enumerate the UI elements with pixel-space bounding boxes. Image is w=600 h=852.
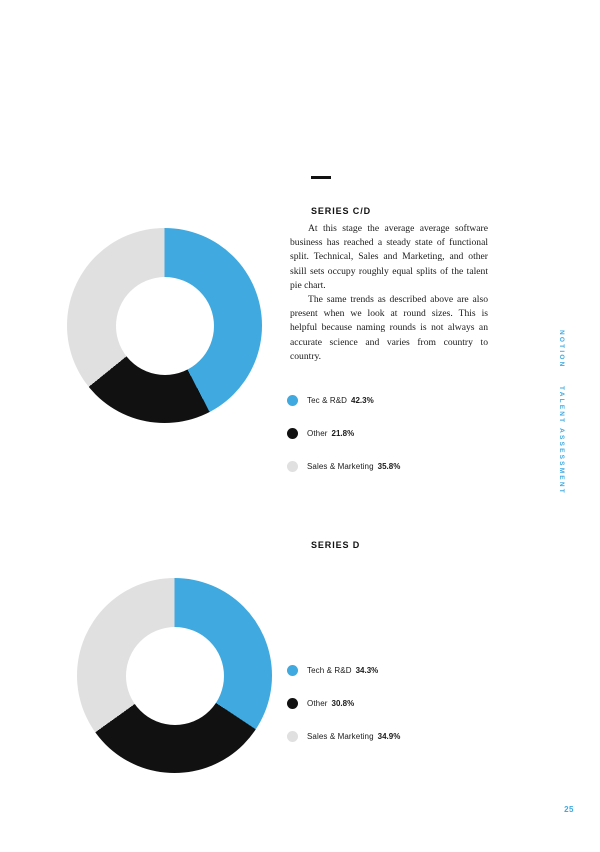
- legend-label: Other: [307, 429, 328, 438]
- legend-swatch-icon: [287, 731, 298, 742]
- legend-value: 35.8%: [377, 462, 401, 471]
- legend-label: Sales & Marketing: [307, 462, 374, 471]
- legend-swatch-icon: [287, 395, 298, 406]
- legend-value: 42.3%: [351, 396, 374, 405]
- legend-swatch-icon: [287, 665, 298, 676]
- legend-value: 30.8%: [331, 699, 355, 708]
- series-d-heading: SERIES D: [311, 540, 361, 550]
- legend-label: Sales & Marketing: [307, 732, 374, 741]
- legend-item: [287, 428, 400, 439]
- legend-label: Other: [307, 699, 328, 708]
- side-rail: [558, 330, 574, 495]
- legend-item: [287, 731, 400, 742]
- legend-value: 21.8%: [331, 429, 355, 438]
- series-cd-paragraph-2: The same trends as described above are also present when we look at round sizes. This is helpful because naming rounds is not always an accurate science and varies from country to country.: [290, 294, 488, 362]
- legend-value: 34.3%: [355, 666, 379, 675]
- section-divider-rule: [311, 176, 331, 179]
- series-cd-body-text: [290, 222, 488, 364]
- legend-label: Tec & R&D: [307, 396, 348, 405]
- legend-swatch-icon: [287, 461, 298, 472]
- series-d-legend: [287, 665, 400, 742]
- series-d-donut-chart: [77, 578, 272, 773]
- legend-label: Tech & R&D: [307, 666, 352, 675]
- legend-swatch-icon: [287, 428, 298, 439]
- donut-hole: [116, 277, 214, 375]
- series-cd-donut-chart: [67, 228, 262, 423]
- legend-item: [287, 698, 400, 709]
- series-cd-paragraph-1: At this stage the average average software business has reached a steady state of functional split. Technical, Sales and Marketing, and other skill sets occupy roughly equal splits of the talent pie chart.: [290, 223, 488, 291]
- legend-value: 34.9%: [377, 732, 401, 741]
- legend-item: [287, 665, 400, 676]
- page-number: 25: [564, 805, 574, 814]
- rail-label-section: TALENT ASSESSMENT: [558, 386, 565, 496]
- rail-label-brand: NOTION: [558, 330, 565, 369]
- legend-item: [287, 395, 400, 406]
- legend-item: [287, 461, 400, 472]
- series-cd-legend: [287, 395, 400, 472]
- donut-hole: [126, 627, 224, 725]
- legend-swatch-icon: [287, 698, 298, 709]
- series-cd-heading: SERIES C/D: [311, 206, 372, 216]
